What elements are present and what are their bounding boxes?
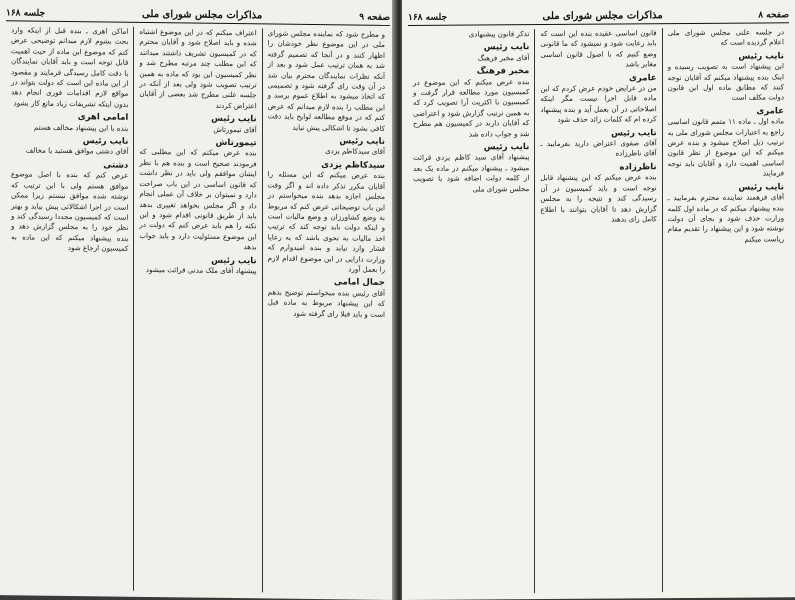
paragraph: من در عرایض خودم عرض کردم که این ماده قابل اجرا نیست مگر اینکه اصلاحاتی در آن بعمل آید و بنده پیشنهاد کرده ام که کلمات زائد حذف شود: [540, 83, 657, 125]
paragraph: اعتراف میکنم که در این موضوع اشتباه شده و باید اصلاح شود و آقایان محترم که در کمیسیون تشریف داشتند میدانند که این مطلب چند مرتبه مطرح شد و نظر کمیسیون این بود که ماده به همین ترتیب تصویب شود ولی بعد از آنکه در جلسه علنی مطرح شد بعضی از آقایان اعتراض کردند: [139, 26, 257, 111]
paragraph: قانون اساسی عقیده بنده این است که باید رعایت شود و نمیشود که ما قانونی وضع کنیم که با اصول قانون اساسی مغایر باشد: [540, 28, 657, 69]
speaker-name: عامری: [629, 72, 657, 84]
speaker-name: نایب رئیس: [738, 51, 784, 62]
text-column: [408, 29, 535, 594]
paragraph: بنده عرض میکنم که این مطلبی که فرمودند صحیح است و بنده هم با نظر ایشان موافقم ولی باید در نظر داشت که قانون اساسی در این باب صراحت دارد و نمیتوان بر خلاف آن عملی انجام داد و اگر مجلس بخواهد تغییری بدهد باید از طریق قانونی اقدام شود و این نکته را هم باید عرض کنم که دولت در این موضوع مسئولیت دارد و باید جواب بدهد: [139, 147, 257, 252]
text-column: [6, 25, 134, 591]
speaker-name: نایب رئیس: [211, 113, 257, 125]
paragraph: و مطرح شود که نماینده مجلس شورای ملی در این موضوع نظر خودشان را اظهار کنند و در آنجا که تصمیم گرفته شد به همان ترتیب عمل شود و بعد از آنکه نظرات نمایندگان محترم بیان شد در آن وقت رای گرفته شود و تصمیمی که اتخاذ میشود به اطلاع عموم برسد و این مطلب را بنده لازم میدانم که عرض کنم که در موقع مطالعه لوایح باید دقت کافی بشود تا اشکالی پیش نیاید: [267, 28, 385, 133]
paragraph: پیشنهاد آقای ملک مدنی قرائت میشود: [145, 264, 257, 276]
paragraph: این پیشنهاد است به تصویب رسیده و اینک بنده پیشنهاد میکنم که آقایان توجه کنند که مطابق ماده اول این قانون دولت مکلف است: [667, 61, 784, 103]
speaker-name: ناظرزاده: [619, 162, 657, 173]
speaker-name: دشتی: [103, 160, 129, 171]
session-number: جلسه ۱۶۸: [6, 8, 46, 19]
speaker-name: جمال امامی: [333, 277, 385, 289]
paragraph: اماکن اهری ـ بنده قبل از اینکه وارد بحث بشوم لازم میدانم توضیحی عرض کنم که موضوع این ماده از حیث اهمیت قابل توجه است و باید آقایان نمایندگان با دقت کامل رسیدگی فرمایند و مقصود از این ماده این است که دولت بتواند در مواقع لازم اقدامات فوری انجام دهد بدون اینکه تشریفات زیاد مانع کار بشود: [11, 25, 129, 109]
paragraph: بنده با این پیشنهاد مخالف هستم: [33, 122, 129, 133]
session-number: جلسه ۱۶۸: [408, 12, 448, 23]
text-column: [263, 28, 390, 594]
left-page: [0, 0, 396, 600]
text-column: [134, 27, 262, 593]
speaker-name: نایب رئیس: [82, 136, 129, 147]
paragraph: آقای مخبر فرهنگ: [477, 52, 530, 63]
running-title: مذاکرات مجلس شورای ملی: [542, 10, 663, 23]
paragraph: ماده اول ـ ماده ۱۱ متمم قانون اساسی راجع به اعتبارات مجلس شورای ملی به ترتیب ذیل اصلاح میشود و بنده عرض میکنم که این موضوع از نظر قانون اساسی اهمیت دارد و آقایان باید توجه فرمایند: [667, 116, 784, 178]
speaker-name: سیدکاظم یزدی: [321, 159, 385, 171]
paragraph: عرض کنم که بنده با اصل موضوع موافق هستم ولی با این ترتیب که نوشته شده موافق نیستم زیرا ممکن است در اجرا اشکالاتی پیش بیاید و بهتر است که کمیسیون مجددا رسیدگی کند و نظر خود را به مجلس گزارش دهد و بنده پیشنهاد میکنم که این ماده به کمیسیون ارجاع شود: [11, 169, 129, 253]
paragraph: بنده عرض میکنم که این پیشنهاد قابل توجه است و باید کمیسیون در آن رسیدگی کند و نتیجه را به مجلس گزارش دهد تا آقایان بتوانند با اطلاع کامل رای بدهند: [540, 172, 657, 224]
right-page-header: [408, 3, 789, 26]
paragraph: پیشنهاد آقای سید کاظم یزدی قرائت میشود ـ پیشنهاد میکنم در ماده یک بعد از کلمه دولت اضافه شود با تصویب مجلس شورای ملی: [413, 152, 530, 194]
speaker-name: نایب رئیس: [738, 182, 784, 193]
speaker-name: تیمورتاش: [215, 137, 257, 149]
paragraph: بنده عرض میکنم که این مسئله را آقایان مکرر تذکر داده اند و اگر وقت مجلس اجازه بدهد بنده میخواستم در این باب توضیحاتی عرض کنم که مربوط به وضع کشاورزان و وضع مالیات است و اینکه دولت باید توجه کند که ترتیب اخذ مالیات به نحوی باشد که به رعایا فشار وارد نیاید و بنده امیدوارم که وزارت دارایی در این موضوع اقدام لازم را بعمل آورد: [267, 169, 385, 274]
speaker-name: امامی اهری: [77, 112, 129, 123]
speaker-name: عامری: [756, 106, 784, 117]
speaker-name: نایب رئیس: [339, 136, 385, 147]
page-number: صفحه ۸: [758, 10, 789, 21]
speaker-name: مخبر فرهنگ: [476, 66, 530, 77]
left-page-header: [6, 1, 390, 26]
right-page-columns: [408, 27, 789, 594]
right-page: [402, 0, 795, 600]
paragraph: آقای دشتی موافق هستید یا مخالف: [25, 145, 129, 157]
speaker-name: نایب رئیس: [611, 127, 657, 139]
paragraph: بنده عرض میکنم که این موضوع در کمیسیون مورد مطالعه قرار گرفت و کمیسیون با اکثریت آرا تصویب کرد که به همین ترتیب گزارش شود و اعتراضی که آقایان دارند در کمیسیون هم مطرح شد و جواب داده شد: [413, 76, 530, 139]
speaker-name: نایب رئیس: [211, 255, 257, 266]
speaker-name: نایب رئیس: [483, 42, 530, 53]
speaker-name: نایب رئیس: [483, 142, 530, 153]
running-title: مذاکرات مجلس شورای ملی: [142, 8, 263, 22]
paragraph: آقای فرهمند نماینده محترم بفرمایید ـ بنده پیشنهاد میکنم که در ماده اول کلمه وزارت حذف شود و بجای آن دولت نوشته شود و این پیشنهاد را تقدیم مقام ریاست میکنم: [667, 192, 784, 244]
paragraph: آقای سیدکاظم یزدی: [325, 146, 385, 157]
left-page-columns: [6, 25, 390, 594]
paragraph: آقای صفوی اعتراض دارید بفرمایید ـ آقای ناظرزاده: [540, 138, 657, 158]
paragraph: در جلسه علنی مجلس شورای ملی اعلام گردیده است که: [667, 27, 784, 48]
paragraph: تذکر قانون پیشنهادی: [468, 29, 530, 39]
paragraph: آقای رئیس بنده میخواستم توضیح بدهم که این پیشنهاد مربوط به ماده قبل است و باید قبلا رای گرفته شود: [267, 287, 385, 319]
text-column: [663, 27, 789, 592]
paragraph: آقای تیمورتاش: [213, 124, 257, 134]
text-column: [535, 28, 662, 593]
page-number: صفحه ٩: [359, 12, 390, 23]
